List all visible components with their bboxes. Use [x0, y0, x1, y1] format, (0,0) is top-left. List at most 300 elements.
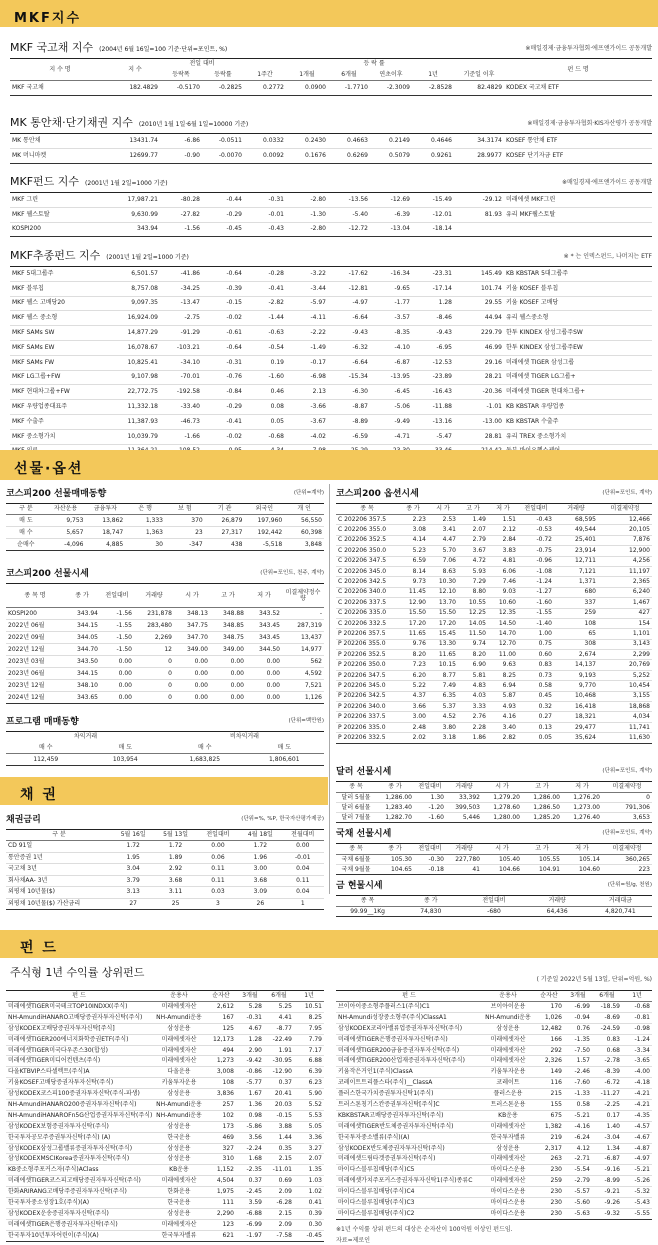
- table-cell: 0.68: [606, 1046, 620, 1054]
- table-cell: 7.46: [502, 578, 516, 586]
- table-cell: NH-Amundi운용: [485, 1013, 531, 1021]
- table-cell: 2022년 06월: [8, 621, 45, 629]
- table-cell: 1,363: [145, 528, 163, 536]
- ranking-right-row: [336, 1067, 652, 1078]
- gold-title: 금 현물시세: [336, 881, 383, 891]
- table-cell: 13,437: [301, 633, 322, 641]
- table-cell: 49,544: [575, 526, 596, 534]
- table-cell: -6.45: [394, 388, 410, 396]
- ranking-right-row: [336, 1045, 652, 1056]
- table-cell: 27: [129, 899, 137, 907]
- table-cell: 1,286.50: [533, 803, 560, 811]
- table-cell: P 202206 332.5: [338, 733, 386, 741]
- table-cell: MKF 그린: [12, 195, 39, 203]
- table-cell: 미래에셋자산: [490, 1057, 526, 1065]
- table-cell: 3,143: [632, 640, 650, 648]
- table-cell: 680: [584, 588, 596, 596]
- table-cell: 2,674: [578, 650, 596, 658]
- table-cell: -0.53: [536, 526, 552, 534]
- table-cell: 223: [638, 865, 650, 873]
- table-cell: 1.00: [538, 629, 552, 637]
- table-cell: 1.35: [308, 1166, 322, 1174]
- table-cell: 미래에셋TIGER반도체증권자투자신탁(주식): [338, 1122, 454, 1130]
- option-row: [336, 587, 652, 597]
- table-cell: 3.04: [126, 865, 140, 873]
- table-cell: 외평채 10년물($): [8, 888, 56, 896]
- table-cell: 469: [222, 1133, 234, 1141]
- table-cell: 0.00: [211, 842, 225, 850]
- table-cell: 한투 KINDEX 삼성그룹주SW: [506, 329, 583, 337]
- table-cell: 2.12: [502, 526, 516, 534]
- bond-band: [0, 777, 328, 805]
- table-cell: 4.14: [412, 536, 426, 544]
- futures-trade-title: 코스피200 선물매매동향: [6, 489, 107, 499]
- table-cell: 28.9977: [477, 151, 502, 159]
- table-cell: -9.32: [604, 1209, 620, 1217]
- table-cell: -0.31: [226, 358, 242, 366]
- table-cell: 한국운용: [167, 1133, 191, 1141]
- table-cell: 2.07: [308, 1155, 322, 1163]
- table-cell: 9,630.99: [131, 210, 158, 218]
- table-cell: 2023년 12월: [8, 681, 45, 689]
- table-cell: 2.15: [278, 1209, 292, 1217]
- table-cell: 145.49: [481, 269, 502, 277]
- table-cell: 5.05: [308, 1122, 322, 1130]
- ranking-right-row: [336, 1208, 652, 1219]
- table-cell: -0.64: [226, 269, 242, 277]
- table-cell: P 202206 345.0: [338, 681, 386, 689]
- table-cell: 26,879: [221, 516, 243, 524]
- table-cell: 2023년 03월: [8, 657, 45, 665]
- table-cell: 2.53: [442, 515, 456, 523]
- table-cell: -6.87: [394, 358, 410, 366]
- table-cell: -5.21: [634, 1166, 650, 1174]
- mkf-track-row: [10, 385, 652, 400]
- table-cell: 343.52: [259, 609, 280, 617]
- table-cell: 125: [222, 1024, 234, 1032]
- table-cell: 0.75: [538, 640, 552, 648]
- table-cell: 3.36: [308, 1133, 322, 1141]
- table-cell: -20.36: [482, 388, 502, 396]
- table-cell: 105.40: [499, 855, 520, 863]
- option-row: [336, 702, 652, 712]
- option-row: [336, 629, 652, 639]
- table-cell: P 202206 355.0: [338, 640, 386, 648]
- table-cell: 1.03: [308, 1177, 322, 1185]
- table-cell: -80.28: [180, 195, 200, 203]
- table-cell: MK 머니마켓: [12, 151, 47, 159]
- table-cell: -6.59: [352, 432, 368, 440]
- table-cell: C 202206 357.5: [338, 515, 387, 523]
- table-cell: 미래에셋 TIGER LG그룹+: [506, 373, 576, 381]
- table-cell: 20,105: [629, 526, 650, 534]
- ranking-left-row: [6, 1067, 324, 1078]
- table-cell: -3.65: [634, 1057, 650, 1065]
- ranking-left-row: [6, 1121, 324, 1132]
- table-cell: KB중소형주포커스자(주식)AClass: [8, 1166, 99, 1174]
- table-cell: -6.32: [352, 343, 368, 351]
- mkf-track-row: [10, 296, 652, 311]
- table-cell: -4.16: [574, 1122, 590, 1130]
- table-cell: 4,504: [216, 1177, 234, 1185]
- table-cell: -0.98: [634, 1024, 650, 1032]
- ranking-right-row: [336, 1089, 652, 1100]
- table-cell: 8.63: [442, 567, 456, 575]
- table-cell: 미래에셋자산: [490, 1155, 526, 1163]
- table-cell: 0: [168, 669, 172, 677]
- table-cell: 0.2430: [305, 136, 326, 144]
- table-cell: KOSEF 통안채 ETF: [506, 136, 558, 144]
- table-cell: 6.90: [472, 661, 486, 669]
- table-cell: 4,592: [304, 669, 322, 677]
- gold-row: [336, 907, 652, 917]
- table-cell: -0.30: [428, 855, 444, 863]
- table-cell: NH-AmundiHANAROFn5G산업증권자투자신탁(주식): [8, 1111, 152, 1119]
- ranking-right-table: 펀 드 운용사 순자산 3개월 6개월 1년 브이아이중소형주플러스1(주식)C1 브이아이운용 170 -6.99 -18.59 -0.68 NH-Amundi성장중소형주(주식)ClassA1 NH-Amundi운용 1,026 -0.94 -8.69 -0.81 삼성KODEX코리아밸류업증권자투자신탁(주식) 삼성운용 12,482 0.76 -24.59 -0.98 미래에셋TIGER은행증권자투자신탁(주식) 미래에셋자산 166 -1.35 0.83 -1.24 미래에셋TIGER200금융증권자투자신탁(주식) 미래에셋자산 292 -7.50 0.68 -3.34 미래에셋TIGER200산업재증권자투자신탁(주식) 미래에셋자산 2,326 1.57 -2.78 -3.65 키움작은거인1(주식)ClassA 키움투자운용 149 -2.46 -8.39 -4.00 코레이트트리플스타(주식)__ClassA 코레이트 116 -7.60 -6.72 -4.18 플러스한국가치증권투자신탁1(주식) 플러스운용 215 -1.33 -11.27 -4.21 트러스톤칭기스칸증권투자신탁[주식]C 트러스톤운용 155 0.58 -2.25 -4.21 KBKBSTAR고배당증권자투자신탁(주식) KB운용 675 -5.21 0.17 -4.35 미래에셋TIGER반도체증권자투자신탁(주식) 미래에셋자산 1,382 -4.16 1.40 -4.57 한국투자중소밸류(주식)(A) 한국투자밸류 219 -6.24 -3.04 -4.67 삼성KODEX반도체증권자투자신탁(주식) 삼성운용 2,317 4.12 1.34 -4.87 미래에셋드림타겟증권투자신탁(주식) 미래에셋자산 263 -2.71 -6.87 -4.97 마이다스블루칩배당(주식)C5 마이다스운용 230 -5.54 -9.16 -5.21 미래에셋가치주포커스증권자투자신탁1(주식)종류C 미래에셋자산 259 -2.79 -8.99 -5.26 마이다스블루칩배당(주식)C4 마이다스운용 230 -5.57 -9.21 -5.32 마이다스블루칩배당(주식)C3 마이다스운용 230 -5.60 -9.26 -5.43 마이다스블루칩배당(주식)C2 마이다스운용 230 -5.63 -9.32 -5.55: [336, 990, 652, 1220]
- table-cell: 5.52: [308, 1100, 322, 1108]
- table-cell: 0.11: [211, 876, 225, 884]
- table-cell: 달러 7월물: [341, 813, 371, 821]
- table-cell: MKF SAMs EW: [12, 343, 55, 351]
- ranking-right-row: [336, 1056, 652, 1067]
- table-cell: 12699.77: [129, 151, 158, 159]
- table-cell: -1.35: [574, 1035, 590, 1043]
- table-cell: 494: [222, 1046, 234, 1054]
- table-cell: 27,317: [221, 528, 243, 536]
- table-cell: KBKBSTAR고배당증권자투자신탁(주식): [338, 1111, 444, 1119]
- ranking-left-row: [6, 1002, 324, 1013]
- table-cell: 10,825.41: [127, 358, 158, 366]
- table-cell: 108: [584, 619, 596, 627]
- table-cell: 230: [550, 1209, 562, 1217]
- table-cell: -0.02: [226, 432, 242, 440]
- program-trade-row: [6, 754, 324, 766]
- ranking-left-row: [6, 1132, 324, 1143]
- table-cell: 국고채 3년: [8, 865, 37, 873]
- table-cell: 1.86: [472, 733, 486, 741]
- table-cell: 1.44: [278, 1133, 292, 1141]
- table-cell: 3,653: [632, 813, 650, 821]
- table-cell: 0.08: [270, 403, 284, 411]
- table-cell: 0.58: [538, 681, 552, 689]
- table-cell: 미래에셋 MKF그린: [506, 195, 556, 203]
- table-cell: -192.58: [176, 388, 200, 396]
- table-cell: -12.01: [432, 210, 452, 218]
- table-cell: 14,137: [575, 661, 596, 669]
- table-cell: -6.86: [184, 136, 200, 144]
- table-cell: 105.55: [539, 855, 560, 863]
- option-row: [336, 618, 652, 628]
- table-cell: -0.45: [306, 1231, 322, 1239]
- table-cell: 매 수: [19, 528, 33, 536]
- table-cell: 12.10: [438, 588, 456, 596]
- table-cell: 7.06: [442, 557, 456, 565]
- ranking-right-row: [336, 1187, 652, 1198]
- table-cell: 0.00: [194, 693, 208, 701]
- table-cell: 미래에셋자산: [161, 1002, 197, 1010]
- table-cell: 1,382: [544, 1122, 562, 1130]
- table-cell: 2.13: [312, 388, 326, 396]
- table-cell: 1,152: [216, 1166, 234, 1174]
- table-cell: 3.56: [248, 1133, 262, 1141]
- table-cell: 0.58: [576, 1100, 590, 1108]
- table-cell: 44.94: [484, 314, 502, 322]
- table-cell: 7.29: [472, 578, 486, 586]
- ranking-right-row: [336, 1100, 652, 1111]
- table-cell: 8.25: [308, 1013, 322, 1021]
- ranking-left-row: [6, 1045, 324, 1056]
- table-cell: -2.78: [604, 1057, 620, 1065]
- table-cell: -2.80: [310, 195, 326, 203]
- table-cell: 2,326: [544, 1057, 562, 1065]
- table-cell: 0.32: [538, 702, 552, 710]
- table-cell: 12,173: [213, 1035, 234, 1043]
- futures-quote-unit: (단위=포인트, 천주, 계약): [260, 570, 324, 576]
- table-cell: -0.96: [536, 557, 552, 565]
- table-cell: 1.36: [248, 1100, 262, 1108]
- table-cell: 15.50: [438, 609, 456, 617]
- table-cell: 3.00: [412, 713, 426, 721]
- table-cell: 25,401: [575, 536, 596, 544]
- table-cell: 4.52: [442, 713, 456, 721]
- table-cell: 14.05: [468, 619, 486, 627]
- table-cell: 13,862: [102, 516, 124, 524]
- table-cell: C 202206 345.0: [338, 567, 387, 575]
- table-cell: KB운용: [498, 1111, 518, 1119]
- column-divider: [329, 484, 330, 894]
- mk-mmf-title: MK 통안채·단기채권 지수 (2010년 1월 1일·6월 1일=10000 기준): [10, 116, 249, 129]
- table-cell: 283,480: [147, 621, 172, 629]
- table-cell: 82.4829: [477, 83, 503, 91]
- mkf-fund-row: [10, 222, 652, 237]
- ranking-left-row: [6, 1187, 324, 1198]
- table-cell: 4.16: [502, 713, 516, 721]
- table-cell: 0.4646: [431, 136, 452, 144]
- table-cell: 10.60: [498, 598, 516, 606]
- table-cell: 1,683,825: [189, 755, 221, 763]
- table-cell: 68,595: [575, 515, 596, 523]
- table-cell: 4.47: [442, 536, 456, 544]
- table-cell: 2.84: [502, 536, 516, 544]
- table-cell: 8.20: [412, 650, 426, 658]
- table-cell: -3.22: [310, 269, 326, 277]
- table-cell: 0.76: [576, 1024, 590, 1032]
- table-cell: -0.54: [268, 343, 284, 351]
- table-cell: -7.58: [276, 1231, 292, 1239]
- table-cell: [504, 222, 652, 237]
- gold-unit: (단위=원/g, 천원): [607, 882, 652, 888]
- table-cell: -23.89: [432, 373, 452, 381]
- table-cell: 1.51: [502, 515, 516, 523]
- table-cell: -27.82: [180, 210, 200, 218]
- bond-band-title: 채 권: [20, 787, 58, 803]
- table-cell: 0.00: [194, 657, 208, 665]
- option-table: 종 목 종 가 시 가 고 가 저 가 전일대비 거래량 미결제약정 C 202206 357.5 2.23 2.53 1.49 1.51 -0.43 68,595 12,466 C 202206 355.0 3.08 3.41 2.07 2.12 -0.53 49,544 20,105 C 202206 352.5 4.14 4.47 2.79 2.84 -0.72 25,401 7,876 C 202206 350.0 5.23 5.70 3.67 3.83 -0.75 23,914 12,900 C 202206 347.5 6.59 7.06 4.72 4.81 -0.96 12,711 4,256 C 202206 345.0 8.14 8.63 5.93 6.06 -1.08 7,121 11,197 C 202206 342.5 9.73 10.30 7.29 7.46 -1.24 1,371 2,365 C 202206 340.0 11.45 12.10 8.80 9.03 -1.27 680 6,240 C 202206 337.5 12.90 13.70 10.55 10.60 -1.60 337 1,467 C 202206 335.0 15.50 15.50 12.25 12.35 -1.55 259 427 C 202206 332.5 17.20 17.20 14.05 14.50 -1.40 108 154 P 202206 357.5 11.65 15.45 11.50 14.70 1.00 65 1,101 P 202206 355.0 9.76 13.30 9.74 12.70 0.75 308 3,143 P 202206 352.5 8.20 11.65 8.20 11.00 0.60 2,674 2,299 P 202206 350.0 7.23 10.15 6.90 9.63 0.83 14,137 20,769 P 202206 347.5 6.20 8.77 5.81 8.25 0.73 9,193 5,252 P 202206 345.0 5.22 7.49 4.83 6.94 0.58 9,770 10,454 P 202206 342.5 4.37 6.35 4.03 5.87 0.45 10,468 3,155 P 202206 340.0 3.66 5.37 3.33 4.93 0.32 16,418 18,868 P 202206 337.5 3.00 4.52 2.76 4.16 0.27 18,321 4,034 P 202206 335.0 2.48 3.80 2.28 3.40 0.13 29,477 11,741 P 202206 332.5 2.02 3.18 1.86 2.82 0.05 35,624 11,630: [336, 503, 652, 744]
- table-cell: 166: [550, 1035, 562, 1043]
- ranking-right-row: [336, 1078, 652, 1089]
- table-cell: MKF 중소형가치: [12, 432, 56, 440]
- table-cell: 74,830: [420, 907, 442, 915]
- table-cell: -13.00: [482, 417, 502, 425]
- table-cell: 6,240: [632, 588, 650, 596]
- option-row: [336, 650, 652, 660]
- table-cell: 삼성운용: [167, 1122, 191, 1130]
- table-cell: 0.06: [211, 853, 225, 861]
- table-cell: 2,365: [632, 578, 650, 586]
- rates-unit: (단위=%, %P, 한국자산평가제공): [241, 816, 324, 822]
- table-cell: -0.94: [574, 1013, 590, 1021]
- table-cell: 6.39: [308, 1068, 322, 1076]
- table-cell: 3.40: [502, 723, 516, 731]
- mkf-track-row: [10, 355, 652, 370]
- table-cell: 0.1676: [305, 151, 326, 159]
- ranking-left-row: [6, 1219, 324, 1230]
- table-cell: 유리 웰스중소형: [506, 314, 549, 322]
- table-cell: 263: [550, 1155, 562, 1163]
- table-cell: -5.97: [310, 299, 326, 307]
- table-cell: 0.83: [538, 661, 552, 669]
- option-row: [336, 660, 652, 670]
- ranking-left-row: [6, 1012, 324, 1023]
- table-cell: C 202206 347.5: [338, 557, 387, 565]
- table-cell: 2022년 12월: [8, 645, 45, 653]
- table-cell: 12: [164, 645, 172, 653]
- ranking-right-row: [336, 1002, 652, 1013]
- table-cell: -12.72: [348, 225, 368, 233]
- table-cell: 287,319: [297, 621, 322, 629]
- table-cell: -5.86: [246, 1122, 262, 1130]
- table-cell: 마이다스운용: [490, 1166, 526, 1174]
- table-cell: 한국투자중소밸류(주식)(A): [338, 1133, 410, 1141]
- table-cell: 3.59: [248, 1198, 262, 1206]
- table-cell: -1.55: [116, 621, 132, 629]
- program-trade-section: [6, 714, 324, 766]
- table-cell: 7.49: [442, 681, 456, 689]
- table-cell: 41: [472, 865, 480, 873]
- futures-trade-row: [6, 527, 324, 539]
- table-cell: -1.66: [184, 432, 200, 440]
- table-cell: -1.49: [310, 343, 326, 351]
- table-cell: 170: [550, 1002, 562, 1010]
- table-cell: -0.01: [295, 853, 311, 861]
- table-cell: 1.02: [308, 1188, 322, 1196]
- table-cell: 348.75: [223, 633, 244, 641]
- mkf-track-row: [10, 400, 652, 415]
- table-cell: -0.0070: [218, 151, 242, 159]
- futures-quote-row: [6, 656, 324, 668]
- table-cell: -0.72: [536, 536, 552, 544]
- ranking-left: [6, 990, 324, 1242]
- table-cell: -1.56: [184, 225, 200, 233]
- table-cell: 2.79: [472, 536, 486, 544]
- table-cell: 0.46: [270, 388, 284, 396]
- table-cell: -2.3009: [386, 83, 410, 91]
- table-cell: 미래에셋자산: [161, 1035, 197, 1043]
- dollar-title: 달러 선물시세: [336, 767, 392, 777]
- table-cell: 219: [550, 1133, 562, 1141]
- table-cell: 회사채AA- 3년: [8, 876, 48, 884]
- table-cell: -0.64: [226, 343, 242, 351]
- table-cell: 미래에셋TIGER200금융증권자투자신탁(주식): [338, 1046, 460, 1054]
- table-cell: KB KBSTAR 우량업종: [506, 403, 565, 411]
- table-cell: -12.90: [272, 1068, 292, 1076]
- table-cell: 키움투자운용: [161, 1079, 197, 1087]
- table-cell: 미래에셋TIGER은행증권자투자신탁(주식): [338, 1035, 448, 1043]
- rates-row: [6, 841, 324, 853]
- table-cell: 마이다스운용: [490, 1198, 526, 1206]
- table-cell: -0.68: [634, 1002, 650, 1010]
- mkf-bond-note: ※매일경제·금융투자협회·에프앤가이드 공동개발: [525, 45, 652, 52]
- futures-quote-table: 종 목 명 종 가 전일대비 거래량 시 가 고 가 저 가 미결제약정수량 KOSPI200 343.94 -1.56 231,878 348.13 348.88 343.52 - 2022년 06월 344.15 -1.55 283,480 347.75 348.85 343.45 287,319 2022년 09월 344.05 -1.50 2,269 347.70 348.75 343.45 13,437 2022년 12월 344.70 -1.50 12 349.00 349.00 344.50 14,977 2023년 03월 343.50 0.00 0 0.00 0.00 0.00 562 2023년 06월 344.15 0.00 0 0.00 0.00 0.00 4,592 2023년 12월 348.10 0.00 0 0.00 0.00 0.00 7,521 2024년 12월 343.65 0.00 0 0.00 0.00 0.00 1,126: [6, 583, 324, 704]
- table-cell: -23.31: [432, 269, 452, 277]
- table-cell: 349.00: [187, 645, 208, 653]
- table-cell: 플러스한국가치증권투자신탁1(주식): [338, 1090, 434, 1098]
- table-cell: P 202206 335.0: [338, 723, 386, 731]
- table-cell: 1.34: [606, 1144, 620, 1152]
- table-cell: 28.21: [484, 373, 502, 381]
- mkf-fund-row: [10, 193, 652, 208]
- rates-table: 구 분 5월 16일 5월 13일 전일대비 4월 18일 전월대비 CD 91일 1.72 1.72 0.00 1.72 0.00 통안증권 1년 1.95 1.89 0.06 1.96 -0.01 국고채 3년 3.04 2.92 0.11 3.00 0.04 회사채AA- 3년 3.79 3.68 0.11 3.68 0.11 외평채 10년물($) 3.13 3.11 0.03 3.09 0.04 외평채 10년물($) 가산금리 27 25 3 26 1: [6, 829, 324, 910]
- table-cell: 102: [222, 1111, 234, 1119]
- table-cell: 국채 6월물: [341, 855, 371, 863]
- ranking-right-row: [336, 1023, 652, 1034]
- futures-quote-row: [6, 608, 324, 620]
- mkf-track-title: MKF추종펀드 지수 (2001년 1월 2일=1000 기준): [10, 249, 189, 262]
- table-cell: 12,900: [629, 546, 650, 554]
- ktb-table: 종 목 종 가 전일대비 거래량 시 가 고 가 저 가 미결제약정 국채 6월물 105.30 -0.30 227,780 105.40 105.55 105.14 360,265 국채 9월물 104.65 -0.18 41 104.66 104.91 104.60 223: [336, 843, 652, 875]
- table-cell: 105.30: [391, 855, 412, 863]
- table-cell: -0.02: [226, 314, 242, 322]
- table-cell: 104.66: [499, 865, 520, 873]
- table-cell: 9,193: [578, 671, 596, 679]
- table-cell: 마이다스블루칩배당(주식)C2: [338, 1209, 415, 1217]
- table-cell: 14,877.29: [127, 329, 158, 337]
- table-cell: 4.81: [502, 557, 516, 565]
- table-cell: -2.46: [574, 1068, 590, 1076]
- table-cell: -17.14: [432, 284, 452, 292]
- table-cell: 5,657: [66, 528, 84, 536]
- table-cell: -9.26: [604, 1198, 620, 1206]
- table-cell: 한화운용: [167, 1188, 191, 1196]
- table-cell: 2.90: [248, 1046, 262, 1054]
- table-cell: 9,753: [66, 516, 84, 524]
- table-cell: 1,101: [632, 629, 650, 637]
- table-cell: 230: [550, 1188, 562, 1196]
- table-cell: -0.44: [226, 195, 242, 203]
- table-cell: 0.39: [308, 1209, 322, 1217]
- table-cell: 1.68: [248, 1155, 262, 1163]
- table-cell: 3.67: [472, 546, 486, 554]
- table-cell: -1.01: [486, 403, 502, 411]
- table-cell: KOSPI200: [8, 609, 37, 617]
- table-cell: 10,039.79: [127, 432, 158, 440]
- table-cell: MKF LG그룹+FW: [12, 373, 61, 381]
- table-cell: 순매수: [17, 540, 35, 548]
- option-title: 코스피200 옵션시세: [336, 489, 419, 499]
- table-cell: 16,924.09: [127, 314, 158, 322]
- table-cell: 344.15: [77, 669, 98, 677]
- table-cell: 167: [222, 1013, 234, 1021]
- mkf-fund-row: [10, 207, 652, 222]
- table-cell: 1,279.20: [493, 793, 520, 801]
- table-cell: 삼성KODEX코스피100증권자투자신탁(주식-파생): [8, 1090, 140, 1098]
- table-cell: 미래에셋TIGER미국테크TOP10INDXX(주식): [8, 1002, 128, 1010]
- table-cell: 9,107.98: [131, 373, 158, 381]
- table-cell: -3.04: [604, 1133, 620, 1141]
- table-cell: -4.02: [310, 432, 326, 440]
- table-cell: 25: [171, 899, 180, 907]
- table-cell: 0.37: [278, 1079, 292, 1087]
